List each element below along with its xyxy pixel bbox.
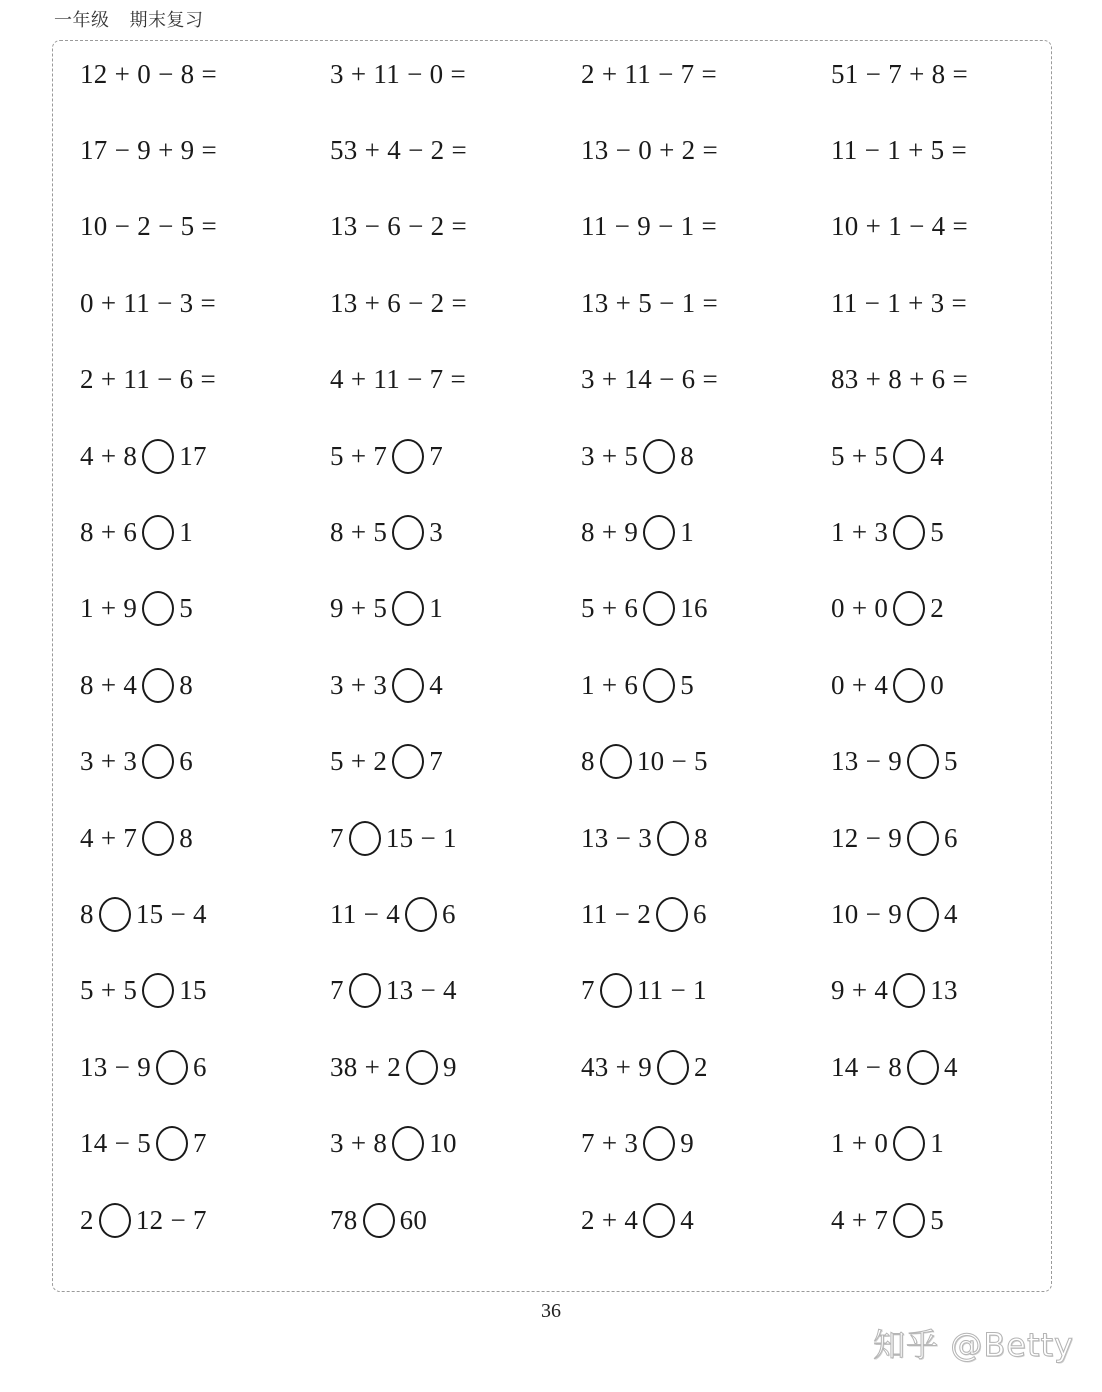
comparison-left-expression: 43 + 9 — [581, 1051, 653, 1082]
comparison-answer-circle[interactable] — [406, 1050, 438, 1085]
comparison-answer-circle[interactable] — [893, 439, 925, 474]
page-number: 36 — [541, 1300, 561, 1322]
comparison-left-expression: 7 — [330, 975, 344, 1006]
comparison-right-expression: 2 — [694, 1051, 708, 1082]
comparison-problem — [330, 661, 443, 709]
comparison-problem — [581, 814, 708, 862]
comparison-left-expression: 5 + 5 — [831, 440, 889, 471]
comparison-answer-circle[interactable] — [156, 1050, 188, 1085]
comparison-problem — [831, 967, 958, 1015]
comparison-right-expression: 6 — [693, 898, 707, 929]
comparison-left-expression: 4 + 8 — [80, 440, 138, 471]
comparison-left-expression: 13 − 9 — [80, 1051, 152, 1082]
comparison-problem — [330, 890, 456, 938]
comparison-left-expression: 3 + 3 — [80, 746, 138, 777]
comparison-problem — [80, 890, 207, 938]
comparison-answer-circle[interactable] — [392, 1126, 424, 1161]
comparison-answer-circle[interactable] — [643, 1203, 675, 1238]
comparison-left-expression: 11 − 4 — [330, 898, 401, 929]
comparison-left-expression: 10 − 9 — [831, 898, 903, 929]
comparison-left-expression: 14 − 5 — [80, 1128, 152, 1159]
arithmetic-problem[interactable]: 17 − 9 + 9 = — [80, 134, 218, 165]
comparison-problem — [330, 1043, 457, 1091]
arithmetic-problem[interactable]: 2 + 11 − 7 = — [581, 58, 718, 89]
comparison-problem — [330, 814, 457, 862]
comparison-answer-circle[interactable] — [907, 1050, 939, 1085]
arithmetic-row — [80, 203, 1080, 251]
comparison-right-expression: 1 — [930, 1128, 945, 1159]
comparison-right-expression: 5 — [930, 1204, 945, 1235]
comparison-left-expression: 8 + 6 — [80, 516, 138, 547]
comparison-right-expression: 6 — [944, 822, 958, 853]
comparison-answer-circle[interactable] — [907, 744, 939, 779]
comparison-right-expression: 1 — [429, 593, 444, 624]
comparison-answer-circle[interactable] — [893, 1203, 925, 1238]
comparison-left-expression: 5 + 7 — [330, 440, 388, 471]
comparison-left-expression: 12 − 9 — [831, 822, 903, 853]
comparison-left-expression: 1 + 0 — [831, 1128, 889, 1159]
comparison-left-expression: 3 + 3 — [330, 669, 388, 700]
comparison-left-expression: 0 + 4 — [831, 669, 889, 700]
page-header — [54, 6, 204, 32]
comparison-left-expression: 9 + 4 — [831, 975, 889, 1006]
comparison-left-expression: 4 + 7 — [831, 1204, 889, 1235]
comparison-right-expression: 15 − 4 — [135, 898, 207, 929]
comparison-problem — [831, 432, 944, 480]
comparison-problem — [330, 585, 443, 633]
comparison-problem — [581, 585, 708, 633]
comparison-answer-circle[interactable] — [643, 439, 675, 474]
comparison-row — [80, 1043, 1080, 1091]
arithmetic-problem[interactable]: 11 − 1 + 5 = — [831, 134, 968, 165]
comparison-right-expression: 10 − 5 — [636, 746, 708, 777]
arithmetic-problem[interactable]: 13 + 5 − 1 = — [581, 287, 719, 318]
comparison-answer-circle[interactable] — [643, 1126, 675, 1161]
comparison-answer-circle[interactable] — [893, 668, 925, 703]
comparison-left-expression: 8 + 5 — [330, 516, 388, 547]
comparison-right-expression: 5 — [944, 746, 958, 777]
comparison-row — [80, 585, 1080, 633]
comparison-answer-circle[interactable] — [893, 591, 925, 626]
comparison-answer-circle[interactable] — [893, 1126, 925, 1161]
comparison-left-expression: 4 + 7 — [80, 822, 138, 853]
comparison-left-expression: 38 + 2 — [330, 1051, 402, 1082]
comparison-problem — [831, 1196, 944, 1244]
comparison-right-expression: 60 — [399, 1204, 428, 1235]
comparison-right-expression: 3 — [429, 516, 444, 547]
comparison-answer-circle[interactable] — [363, 1203, 395, 1238]
comparison-left-expression: 5 + 2 — [330, 746, 388, 777]
comparison-answer-circle[interactable] — [142, 515, 174, 550]
comparison-right-expression: 12 − 7 — [135, 1204, 207, 1235]
arithmetic-problem[interactable]: 3 + 14 − 6 = — [581, 364, 719, 395]
comparison-left-expression: 8 + 9 — [581, 516, 639, 547]
grade-label: 一年级 — [54, 10, 110, 31]
comparison-right-expression: 4 — [944, 1051, 958, 1082]
comparison-row — [80, 814, 1080, 862]
comparison-left-expression: 5 + 6 — [581, 593, 639, 624]
arithmetic-problem[interactable]: 13 − 6 − 2 = — [330, 211, 468, 242]
comparison-left-expression: 3 + 5 — [581, 440, 639, 471]
arithmetic-problem[interactable]: 12 + 0 − 8 = — [80, 58, 218, 89]
comparison-problem — [80, 967, 207, 1015]
comparison-right-expression: 9 — [680, 1128, 695, 1159]
comparison-right-expression: 4 — [680, 1204, 695, 1235]
comparison-problem — [831, 814, 958, 862]
comparison-left-expression: 3 + 8 — [330, 1128, 388, 1159]
comparison-problem — [831, 1120, 944, 1168]
comparison-right-expression: 5 — [179, 593, 194, 624]
arithmetic-problem[interactable]: 2 + 11 − 6 = — [80, 364, 217, 395]
comparison-right-expression: 8 — [694, 822, 708, 853]
arithmetic-problem[interactable]: 3 + 11 − 0 = — [330, 58, 467, 89]
comparison-problem — [581, 661, 694, 709]
comparison-right-expression: 7 — [429, 746, 444, 777]
comparison-answer-circle[interactable] — [643, 668, 675, 703]
comparison-left-expression: 13 − 9 — [831, 746, 903, 777]
comparison-answer-circle[interactable] — [405, 897, 437, 932]
comparison-left-expression: 2 + 4 — [581, 1204, 639, 1235]
comparison-row — [80, 967, 1080, 1015]
comparison-left-expression: 78 — [330, 1204, 358, 1235]
comparison-answer-circle[interactable] — [99, 1203, 131, 1238]
comparison-answer-circle[interactable] — [392, 515, 424, 550]
arithmetic-problem[interactable]: 4 + 11 − 7 = — [330, 364, 467, 395]
arithmetic-problem[interactable]: 53 + 4 − 2 = — [330, 134, 468, 165]
comparison-left-expression: 8 + 4 — [80, 669, 138, 700]
comparison-right-expression: 15 − 1 — [385, 822, 457, 853]
comparison-right-expression: 16 — [680, 593, 708, 624]
comparison-right-expression: 0 — [930, 669, 945, 700]
comparison-problem — [581, 432, 694, 480]
watermark: 知乎 @Betty — [873, 1326, 1074, 1364]
arithmetic-problem[interactable]: 51 − 7 + 8 = — [831, 58, 969, 89]
comparison-problem — [80, 585, 193, 633]
arithmetic-problem[interactable]: 0 + 11 − 3 = — [80, 287, 217, 318]
comparison-right-expression: 6 — [179, 746, 194, 777]
comparison-problem — [831, 890, 958, 938]
comparison-row — [80, 508, 1080, 556]
comparison-answer-circle[interactable] — [643, 591, 675, 626]
arithmetic-row — [80, 356, 1080, 404]
comparison-problem — [80, 1120, 207, 1168]
comparison-left-expression: 7 + 3 — [581, 1128, 639, 1159]
comparison-right-expression: 5 — [930, 516, 945, 547]
comparison-answer-circle[interactable] — [99, 897, 131, 932]
arithmetic-problem[interactable]: 13 − 0 + 2 = — [581, 134, 719, 165]
comparison-right-expression: 17 — [179, 440, 207, 471]
comparison-right-expression: 8 — [179, 822, 194, 853]
comparison-right-expression: 4 — [429, 669, 444, 700]
comparison-answer-circle[interactable] — [600, 744, 632, 779]
comparison-problem — [330, 1120, 457, 1168]
comparison-problem — [80, 1043, 207, 1091]
comparison-problem — [831, 661, 944, 709]
comparison-left-expression: 8 — [80, 898, 94, 929]
comparison-answer-circle[interactable] — [142, 744, 174, 779]
comparison-right-expression: 13 — [930, 975, 958, 1006]
arithmetic-problem[interactable]: 83 + 8 + 6 = — [831, 364, 969, 395]
comparison-row — [80, 1196, 1080, 1244]
comparison-right-expression: 1 — [680, 516, 695, 547]
arithmetic-problem[interactable]: 13 + 6 − 2 = — [330, 287, 468, 318]
comparison-answer-circle[interactable] — [643, 515, 675, 550]
comparison-answer-circle[interactable] — [392, 744, 424, 779]
comparison-row — [80, 890, 1080, 938]
comparison-right-expression: 9 — [443, 1051, 457, 1082]
comparison-problem — [831, 1043, 958, 1091]
comparison-left-expression: 0 + 0 — [831, 593, 889, 624]
comparison-answer-circle[interactable] — [156, 1126, 188, 1161]
comparison-problem — [831, 508, 944, 556]
comparison-right-expression: 1 — [179, 516, 194, 547]
comparison-right-expression: 4 — [944, 898, 958, 929]
comparison-problem — [581, 890, 707, 938]
comparison-answer-circle[interactable] — [349, 973, 381, 1008]
comparison-row — [80, 1120, 1080, 1168]
comparison-problem — [80, 432, 207, 480]
comparison-problem — [80, 814, 193, 862]
comparison-problem — [581, 1196, 694, 1244]
comparison-answer-circle[interactable] — [392, 439, 424, 474]
comparison-left-expression: 11 − 2 — [581, 898, 652, 929]
comparison-problem — [831, 585, 944, 633]
comparison-left-expression: 1 + 9 — [80, 593, 138, 624]
worksheet-title: 期末复习 — [129, 10, 204, 31]
comparison-answer-circle[interactable] — [893, 973, 925, 1008]
comparison-problem — [581, 738, 708, 786]
comparison-answer-circle[interactable] — [656, 897, 688, 932]
comparison-problem — [80, 508, 193, 556]
comparison-problem — [330, 1196, 427, 1244]
comparison-problem — [831, 738, 958, 786]
comparison-left-expression: 13 − 3 — [581, 822, 653, 853]
arithmetic-row — [80, 279, 1080, 327]
comparison-right-expression: 7 — [429, 440, 444, 471]
comparison-answer-circle[interactable] — [392, 668, 424, 703]
comparison-left-expression: 7 — [581, 975, 595, 1006]
comparison-problem — [330, 508, 443, 556]
comparison-answer-circle[interactable] — [893, 515, 925, 550]
comparison-left-expression: 5 + 5 — [80, 975, 138, 1006]
comparison-problem — [330, 432, 443, 480]
comparison-problem — [80, 738, 193, 786]
arithmetic-problem[interactable]: 11 − 1 + 3 = — [831, 287, 968, 318]
comparison-answer-circle[interactable] — [657, 821, 689, 856]
comparison-answer-circle[interactable] — [907, 897, 939, 932]
comparison-problem — [330, 738, 443, 786]
comparison-left-expression: 7 — [330, 822, 344, 853]
comparison-right-expression: 8 — [179, 669, 194, 700]
comparison-problem — [80, 1196, 207, 1244]
comparison-answer-circle[interactable] — [142, 591, 174, 626]
comparison-right-expression: 5 — [680, 669, 695, 700]
comparison-answer-circle[interactable] — [142, 439, 174, 474]
arithmetic-problem[interactable]: 11 − 9 − 1 = — [581, 211, 718, 242]
comparison-right-expression: 7 — [193, 1128, 207, 1159]
comparison-problem — [581, 1043, 708, 1091]
arithmetic-problem[interactable]: 10 + 1 − 4 = — [831, 211, 969, 242]
comparison-problem — [80, 661, 193, 709]
comparison-answer-circle[interactable] — [600, 973, 632, 1008]
comparison-problem — [581, 1120, 694, 1168]
comparison-answer-circle[interactable] — [142, 821, 174, 856]
arithmetic-row — [80, 126, 1080, 174]
comparison-answer-circle[interactable] — [142, 668, 174, 703]
comparison-answer-circle[interactable] — [907, 821, 939, 856]
comparison-right-expression: 6 — [442, 898, 456, 929]
arithmetic-problem[interactable]: 10 − 2 − 5 = — [80, 211, 218, 242]
comparison-right-expression: 11 − 1 — [636, 975, 707, 1006]
comparison-answer-circle[interactable] — [657, 1050, 689, 1085]
comparison-right-expression: 4 — [930, 440, 945, 471]
comparison-right-expression: 8 — [680, 440, 695, 471]
comparison-right-expression: 10 — [429, 1128, 457, 1159]
comparison-row — [80, 661, 1080, 709]
comparison-answer-circle[interactable] — [349, 821, 381, 856]
comparison-problem — [581, 508, 694, 556]
comparison-problem — [581, 967, 707, 1015]
comparison-problem — [330, 967, 457, 1015]
comparison-right-expression: 15 — [179, 975, 207, 1006]
comparison-right-expression: 2 — [930, 593, 945, 624]
comparison-left-expression: 8 — [581, 746, 595, 777]
arithmetic-row — [80, 50, 1080, 98]
comparison-left-expression: 14 − 8 — [831, 1051, 903, 1082]
comparison-left-expression: 9 + 5 — [330, 593, 388, 624]
comparison-right-expression: 13 − 4 — [385, 975, 457, 1006]
comparison-left-expression: 1 + 3 — [831, 516, 889, 547]
comparison-left-expression: 1 + 6 — [581, 669, 639, 700]
comparison-answer-circle[interactable] — [142, 973, 174, 1008]
comparison-answer-circle[interactable] — [392, 591, 424, 626]
comparison-right-expression: 6 — [193, 1051, 207, 1082]
comparison-row — [80, 432, 1080, 480]
comparison-left-expression: 2 — [80, 1204, 94, 1235]
comparison-row — [80, 738, 1080, 786]
